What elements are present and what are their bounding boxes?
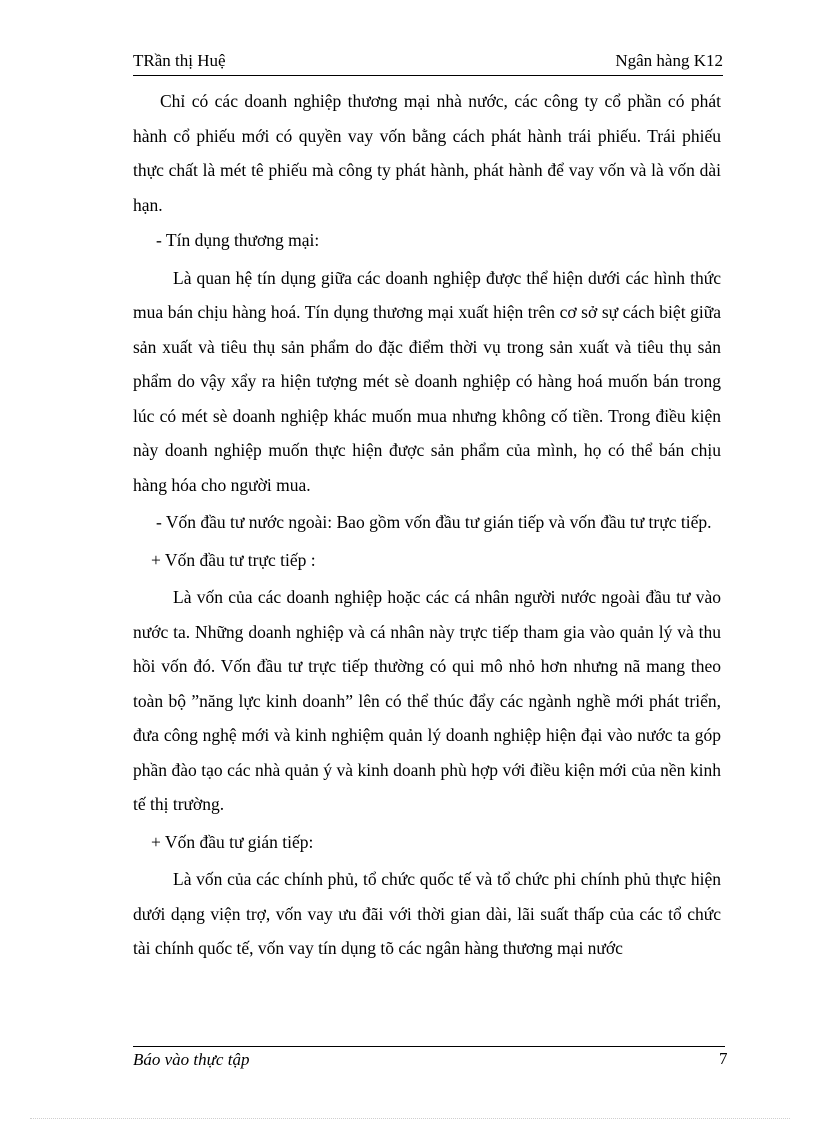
heading-direct-investment: + Vốn đầu tư trực tiếp : (151, 549, 316, 570)
page-number: 7 (719, 1049, 728, 1068)
page-bottom-divider (30, 1118, 790, 1119)
heading-trade-credit: - Tín dụng thương mại: (156, 230, 320, 250)
paragraph-foreign-investment: - Vốn đầu tư nước ngoài: Bao gồm vốn đầu tư gián tiếp và vốn đầu tư trực tiếp. (156, 512, 712, 532)
paragraph-trade-credit: Là quan hệ tín dụng giữa các doanh nghiệp được thể hiện dưới các hình thức mua bán chịu hàng hoá. Tín dụng thương mại xuất hiện trên cơ sở sự cách biệt giữa sản xuất và tiêu thụ sản phẩm do đặc điểm thời vụ trong sản xuất và tiêu thụ sản phẩm do vậy xẩy ra hiện tượng mét sè doanh nghiệp có hàng hoá muốn bán trong lúc có mét sè doanh nghiệp khác muốn mua nhưng không cố tiền. Trong điều kiện này doanh nghiệp muốn thực hiện được sản phẩm của mình, họ có thể bán chịu hàng hóa cho người mua. (133, 267, 721, 495)
footer-title: Báo vào thực tập (133, 1050, 250, 1069)
document-body (133, 84, 721, 966)
paragraph-indirect-investment: Là vốn của các chính phủ, tổ chức quốc tế và tổ chức phi chính phủ thực hiện dưới dạng viện trợ, vốn vay ưu đãi với thời gian dài, lãi suất thấp của các tổ chức tài chính quốc tế, vốn vay tín dụng tõ các ngân hàng thương mại nước (133, 869, 721, 958)
heading-indirect-investment: + Vốn đầu tư gián tiếp: (151, 831, 314, 852)
header-department: Ngân hàng K12 (615, 51, 723, 70)
paragraph-bond-issuance: Chỉ có các doanh nghiệp thương mại nhà nước, các công ty cổ phần có phát hành cổ phiếu mới có quyền vay vốn bằng cách phát hành trái phiếu. Trái phiếu thực chất là mét tê phiếu mà công ty phát hành, phát hành để vay vốn và là vốn dài hạn. (133, 91, 721, 215)
footer-rule (133, 1046, 725, 1047)
header-author: TRần thị Huệ (133, 51, 226, 70)
page-header (133, 49, 723, 76)
paragraph-direct-investment: Là vốn của các doanh nghiệp hoặc các cá nhân người nước ngoài đầu tư vào nước ta. Những doanh nghiệp và cá nhân này trực tiếp tham gia vào quản lý và thu hồi vốn đó. Vốn đầu tư trực tiếp thường có qui mô nhỏ hơn nhưng nã mang theo toàn bộ ”năng lực kinh doanh” lên có thể thúc đẩy các ngành nghề mới phát triển, đưa công nghệ mới và kinh nghiệm quản lý doanh nghiệp hiện đại vào nước ta góp phần đào tạo các nhà quản ý và kinh doanh phù hợp với điều kiện mới của nền kinh tế thị trường. (133, 587, 721, 814)
